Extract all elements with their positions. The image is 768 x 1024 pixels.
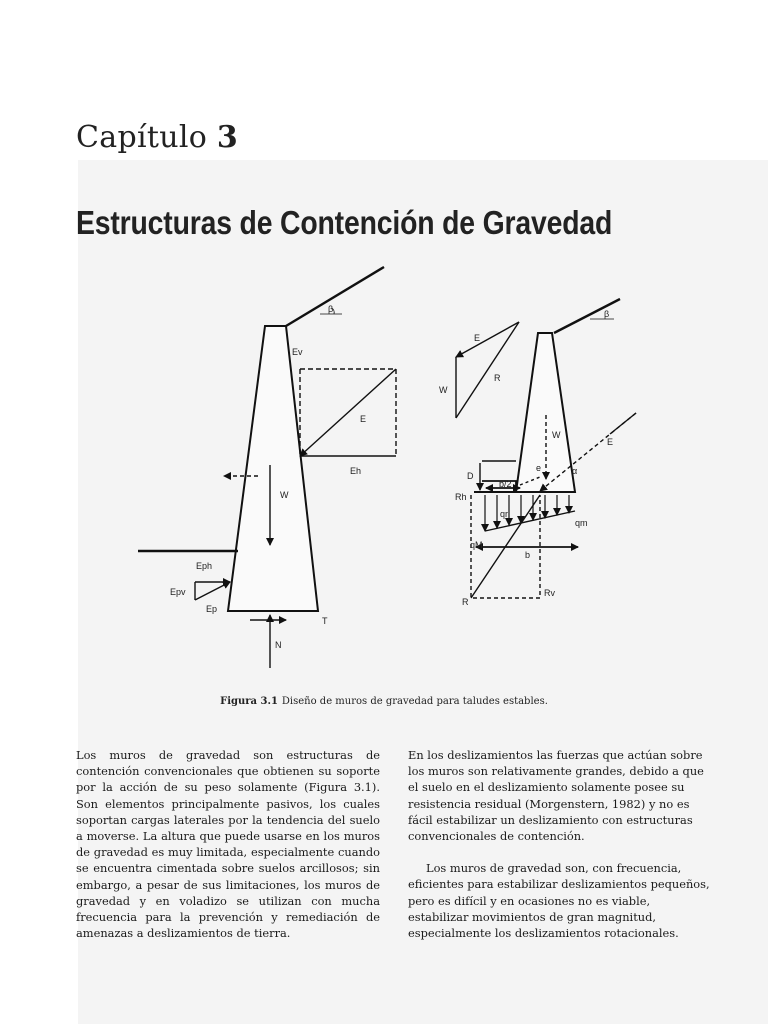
paragraph-left: Los muros de gravedad son estructuras de contención convencionales que obtienen su soporte por la acción de su peso solamente (Figura 3.1). Son elementos principalmente pasivos, los cuales soportan cargas laterales por la tendencia del suelo a moverse. La altura que puede usarse en los muros de gravedad es muy limitada, especialmente cuando se encuentra cimentada sobre suelos arcillosos; sin embargo, a pesar de sus limitaciones, los muros de gravedad y en voladizo se utilizan con mucha frecuencia para la prevención y remediación de amenazas a deslizamientos de tierra. bbox=[76, 748, 380, 941]
label-w-top: W bbox=[439, 385, 448, 395]
figure-caption bbox=[0, 696, 768, 707]
label-b: b bbox=[525, 550, 531, 560]
label-qm: qm bbox=[575, 518, 588, 528]
label-n: N bbox=[275, 640, 282, 650]
label-d: D bbox=[467, 471, 474, 481]
text-column-right bbox=[408, 747, 714, 941]
label-qr: qr bbox=[500, 509, 509, 519]
gravity-wall-figure bbox=[0, 255, 768, 685]
figure-caption-label: Figura 3.1 bbox=[220, 696, 278, 707]
label-t: T bbox=[322, 616, 328, 626]
paragraph-right-1: En los deslizamientos las fuerzas que actúan sobre los muros son relativamente grandes, debido a que el suelo en el deslizamiento solamente posee su resistencia residual (Morgenstern, 1982) y no es fácil estabilizar un deslizamiento con estructuras convencionales de contención. bbox=[408, 748, 704, 844]
label-r: R bbox=[462, 597, 469, 607]
label-rh: Rh bbox=[455, 492, 467, 502]
label-beta-right: β bbox=[604, 309, 610, 319]
chapter-label: Capítulo bbox=[76, 120, 208, 155]
label-beta-left: β bbox=[328, 304, 334, 314]
label-rv: Rv bbox=[544, 588, 555, 598]
label-q-max: qM bbox=[470, 540, 483, 550]
label-ev: Ev bbox=[292, 347, 303, 357]
label-w-right: W bbox=[552, 430, 561, 440]
label-b-half: b/2 bbox=[499, 479, 512, 489]
label-e-right: E bbox=[607, 437, 614, 447]
paragraph-right-2: Los muros de gravedad son, con frecuencia, eficientes para estabilizar deslizamientos pequeños, pero es difícil y en ocasiones no es viable, estabilizar movimientos de gran magnitud, especialmente los deslizamientos rotacionales. bbox=[408, 861, 710, 941]
figure-caption-text: Diseño de muros de gravedad para taludes estables. bbox=[281, 696, 548, 707]
label-alpha: α bbox=[572, 466, 578, 476]
chapter-title: Estructuras de Contención de Gravedad bbox=[76, 204, 613, 241]
label-e: E bbox=[360, 414, 367, 424]
right-wall-diagram bbox=[456, 299, 636, 598]
gravity-wall-right bbox=[516, 333, 578, 492]
label-eph: Eph bbox=[196, 561, 213, 571]
label-e-small: e bbox=[536, 463, 542, 473]
label-epv: Epv bbox=[170, 587, 186, 597]
label-eh: Eh bbox=[350, 466, 362, 476]
label-e-top: E bbox=[474, 333, 481, 343]
chapter-heading bbox=[76, 120, 238, 155]
label-r-top: R bbox=[494, 373, 501, 383]
chapter-number: 3 bbox=[216, 120, 239, 155]
label-w: W bbox=[280, 490, 289, 500]
label-ep: Ep bbox=[206, 604, 218, 614]
text-column-left bbox=[76, 747, 380, 941]
